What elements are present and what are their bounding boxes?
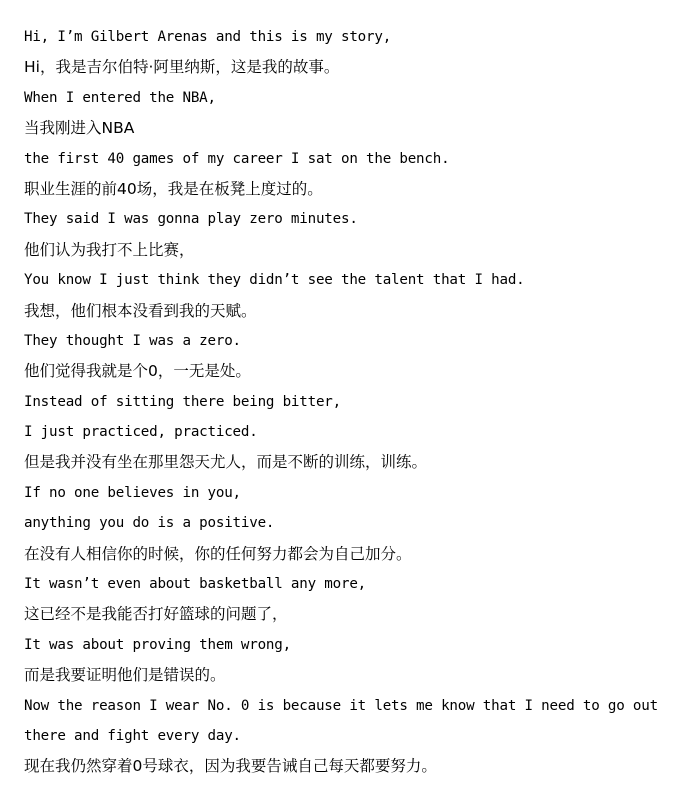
text-line-en: They thought I was a zero. xyxy=(24,332,241,349)
text-line-en: You know I just think they didn’t see the talent that I had. xyxy=(24,272,525,289)
text-line-zh: 在没有人相信你的时候，你的任何努力都会为自己加分。 xyxy=(24,544,412,563)
text-line-en: It wasn’t even about basketball any more, xyxy=(24,576,367,593)
text-line-en: Hi, I’m Gilbert Arenas and this is my story, xyxy=(24,29,392,45)
text-line-zh: 当我刚进入NBA xyxy=(24,119,135,138)
text-line-en: anything you do is a positive. xyxy=(24,515,275,532)
text-line-en: the first 40 games of my career I sat on the bench. xyxy=(24,150,450,167)
text-line-zh: 现在我仍然穿着0号球衣，因为我要告诫自己每天都要努力。 xyxy=(24,757,437,776)
text-line-zh: 这已经不是我能否打好篮球的问题了， xyxy=(24,605,288,624)
text-line-en: Instead of sitting there being bitter, xyxy=(24,393,341,410)
text-line-en: there and fight every day. xyxy=(24,727,241,744)
text-line-zh: 职业生涯的前40场，我是在板凳上度过的。 xyxy=(24,179,323,198)
text-line-zh: 他们觉得我就是个0，一无是处。 xyxy=(24,362,251,381)
text-line-en: I just practiced, practiced. xyxy=(24,424,258,441)
text-line-zh: 但是我并没有坐在那里怨天尤人，而是不断的训练，训练。 xyxy=(24,453,428,472)
text-line-zh: 而是我要证明他们是错误的。 xyxy=(24,666,226,685)
text-line-zh: 他们认为我打不上比赛， xyxy=(24,240,195,259)
text-line-zh: Hi，我是吉尔伯特·阿里纳斯，这是我的故事。 xyxy=(24,58,340,77)
text-line-en: If no one believes in you, xyxy=(24,484,241,501)
text-line-en: It was about proving them wrong, xyxy=(24,636,291,653)
text-line-en: When I entered the NBA, xyxy=(24,89,216,106)
text-line-zh: 我想，他们根本没看到我的天赋。 xyxy=(24,301,257,320)
text-line-en: Now the reason I wear No. 0 is because it lets me know that I need to go out xyxy=(24,697,658,714)
text-line-en: They said I was gonna play zero minutes. xyxy=(24,211,358,228)
